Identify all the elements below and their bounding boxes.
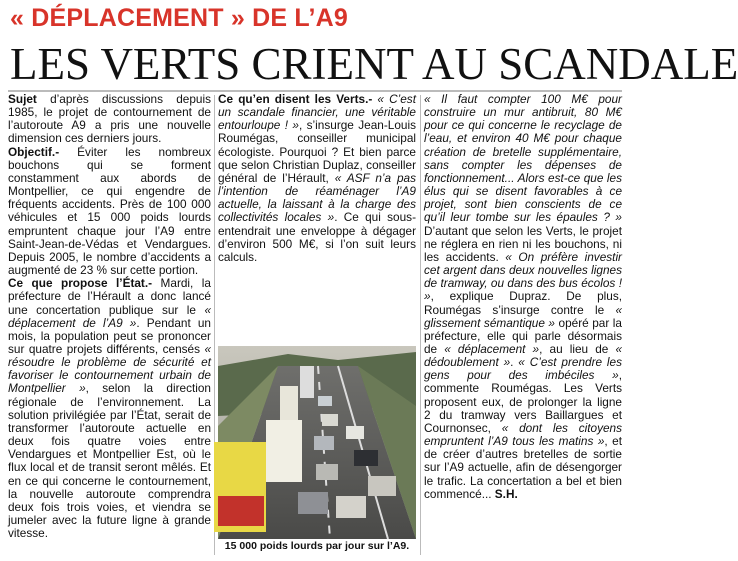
propose-quote-2: « résoudre le problème de sécurité et favoriser le contournement urbain de Montpellier »: [8, 341, 211, 396]
verts-text-7: .: [510, 355, 519, 370]
propose-label: Ce que propose l’État.-: [8, 276, 153, 291]
verts-quote-1: « C’est un scandale financier, une véritable entourloupe ! »: [218, 92, 416, 133]
verts-text-8: , commente Roumégas. Les Verts proposent eux, de prolonger la ligne 2 du tramway vers Baillargues et Cournonsec,: [424, 368, 622, 435]
verts-text-9: , et de créer d’autres bretelles de sortie sur l’A9 actuelle, afin de désengorger le trafic. La concertation a bel et bien commencé...: [424, 434, 622, 501]
propose-text-1: Mardi, la préfecture de l’Hérault a donc lancé une concertation publique sur le: [8, 276, 211, 317]
verts-text-4: , explique Dupraz. De plus, Roumégas s’insurge contre le: [424, 289, 622, 317]
headline: LES VERTS CRIENT AU SCANDALE: [10, 39, 738, 89]
verts-quote-6: « déplacement »: [444, 341, 540, 356]
paragraph-objectif: [8, 146, 211, 278]
verts-text-6: , au lieu de: [539, 341, 616, 356]
objectif-text: Éviter les nombreux bouchons qui se forment constamment aux abords de Montpellier, ce qui engendre de fréquents accidents. Près de 100 000 véhicules et 15 000 poids lourds empruntent chaque jour l’A9 entre Saint-Jean-de-Védas et Vendargues. Depuis 2005, le nombre d’accidents a augmenté de 23 % sur cette portion.: [8, 144, 211, 278]
signature: S.H.: [491, 486, 518, 501]
traffic-jam-photo: [218, 346, 416, 539]
kicker: « DÉPLACEMENT » DE L’A9: [10, 4, 348, 32]
verts-quote-7: « dédoublement »: [424, 341, 622, 370]
propose-text-3: , selon la direction régionale de l’environnement. La solution privilégiée par l’État, serait de transformer l’autoroute actuelle en deux fois quatre voies entre Vendargues et Montpellier Est, où le flux local et de transit seront mêlés. Et en ce qui concerne le contournement, la nouvelle autoroute comprendra deux fois trois voies, et viendra se jumeler avec la future ligne à grande vitesse.: [8, 381, 211, 541]
verts-quote-3: « Il faut compter 100 M€ pour construire un mur antibruit, 80 M€ pour ce qui concerne le recyclage de l’eau, et environ 40 M€ pour chaque création de bretelle supplémentaire, sans compter les dépenses de fonctionnement... Alors est-ce que les élus qui se disent favorables à ce projet, sont bien conscients de ce qu’il leur tombe sur les épaules ? »: [424, 92, 622, 225]
paragraph-verts: [218, 93, 416, 264]
verts-text-5: opéré par la préfecture, elle qui parle désormais de: [424, 315, 622, 356]
verts-text-3: D’autant que selon les Verts, le projet ne réglera en rien ni les bouchons, ni les accidents.: [424, 223, 622, 264]
verts-text-1: , s’insurge Jean-Louis Roumégas, conseiller municipal écologiste. Pourquoi ? Et bien parce que selon Christian Duplaz, conseiller général de l’Hérault,: [218, 118, 416, 185]
column-3: [424, 93, 622, 559]
verts-quote-5: « glissement sémantique »: [424, 302, 622, 330]
sujet-label: Sujet: [8, 92, 37, 106]
paragraph-propose: [8, 277, 211, 540]
paragraph-verts-continued: [424, 93, 622, 501]
column-divider-2: [420, 95, 421, 555]
column-1: [8, 93, 211, 559]
verts-quote-9: « dont les citoyens empruntent l’A9 tous les matins »: [424, 420, 622, 449]
propose-quote-1: « déplacement de l’A9 »: [8, 302, 211, 330]
photo-caption: 15 000 poids lourds par jour sur l’A9.: [224, 540, 410, 552]
verts-quote-2: « ASF n’a pas l’intention de réaménager l’A9 actuelle, la laissant à la charge des collectivités locales »: [218, 170, 416, 225]
sujet-text: d’après discussions depuis 1985, le projet de contournement de l’autoroute A9 a pris une nouvelle dimension ces derniers jours.: [8, 92, 211, 146]
traffic-photo-illustration: [218, 346, 416, 539]
verts-label: Ce qu’en disent les Verts.-: [218, 92, 373, 106]
objectif-label: Objectif.-: [8, 144, 60, 159]
paragraph-sujet: [8, 93, 211, 146]
column-2: [218, 93, 416, 345]
propose-text-2: . Pendant un mois, la population peut se prononcer sur quatre projets différents, censés: [8, 315, 211, 356]
verts-quote-4: « On préfère investir cet argent dans deux nouvelles lignes de tramway, ou dans des bus écolos ! »: [424, 249, 622, 304]
verts-text-2: . Ce qui sous-entendrait une enveloppe à dégager d’environ 500 M€, si l’on suit leurs calculs.: [218, 210, 417, 264]
verts-quote-8: « C’est prendre les gens pour des imbéciles »: [424, 355, 622, 383]
